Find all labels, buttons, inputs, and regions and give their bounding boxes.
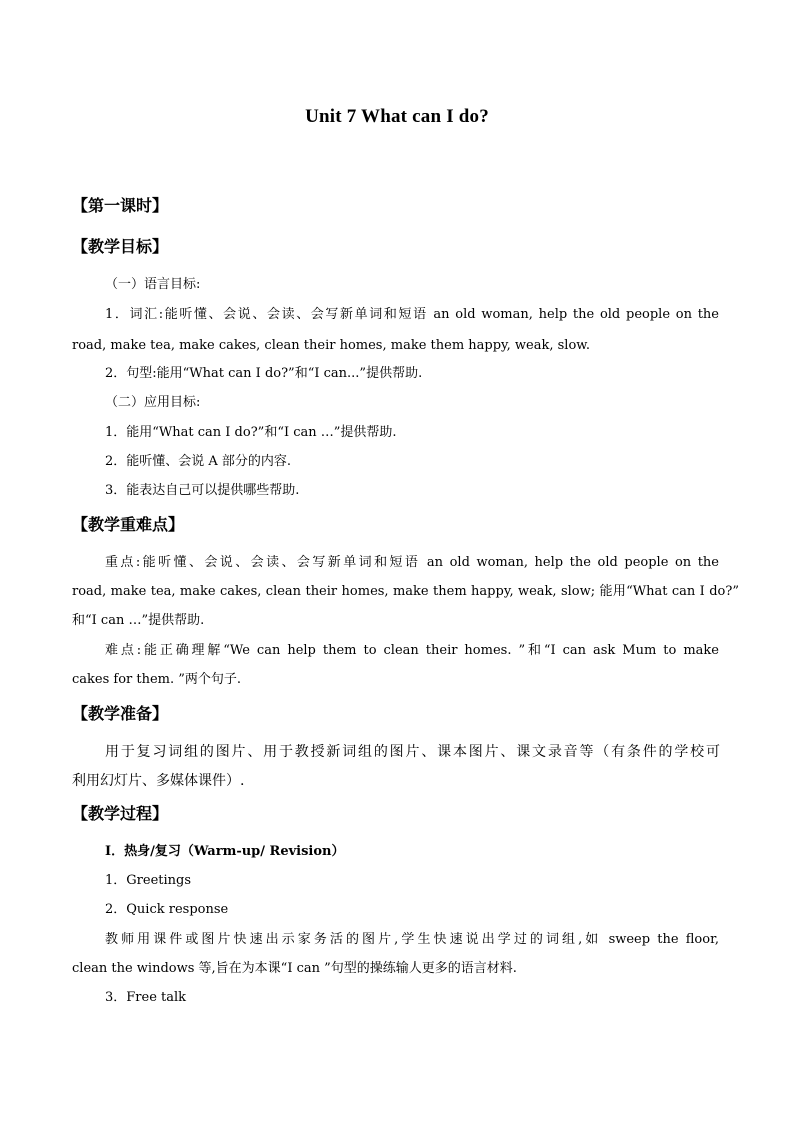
preparation-line-2: 利用幻灯片、多媒体课件）. <box>72 773 245 789</box>
difficulty-line-2: cakes for them. ”两个句子. <box>72 672 242 687</box>
key-point-line-2: road, make tea, make cakes, clean their homes, make them happy, weak, slow; 能用“What can I do?” <box>72 584 739 599</box>
process-item-greetings: 1．Greetings <box>105 873 192 888</box>
heading-lesson: 【第一课时】 <box>72 196 169 215</box>
heading-key-points: 【教学重难点】 <box>72 515 185 534</box>
preparation-line-1: 用于复习词组的图片、用于教授新词组的图片、课本图片、课文录音等（有条件的学校可 <box>105 744 720 760</box>
application-item-1: 1．能用“What can I do?”和“I can …”提供帮助. <box>105 425 397 440</box>
objective-item-1-line-1: 1．词汇:能听懂、会说、会读、会写新单词和短语 an old woman, help the old people on the <box>105 307 719 322</box>
objective-item-1-line-2: road, make tea, make cakes, clean their homes, make them happy, weak, slow. <box>72 338 591 353</box>
difficulty-line-1: 难点:能正确理解“We can help them to clean their homes. ”和“I can ask Mum to make <box>105 643 719 658</box>
application-objectives-heading: （二）应用目标: <box>105 395 201 410</box>
heading-objectives: 【教学目标】 <box>72 237 169 256</box>
heading-preparation: 【教学准备】 <box>72 704 169 723</box>
quick-response-desc-line-2: clean the windows 等,旨在为本课“I can ”句型的操练输人更多的语言材料. <box>72 961 517 976</box>
key-point-line-1: 重点:能听懂、会说、会读、会写新单词和短语 an old woman, help the old people on the <box>105 555 719 570</box>
process-step-1-heading: I．热身/复习（Warm-up/ Revision） <box>105 844 345 859</box>
application-item-2: 2．能听懂、会说 A 部分的内容. <box>105 454 292 469</box>
quick-response-desc-line-1: 教师用课件或图片快速出示家务活的图片,学生快速说出学过的词组,如 sweep the floor, <box>105 932 719 947</box>
language-objectives-heading: （一）语言目标: <box>105 277 201 292</box>
key-point-line-3: 和“I can …”提供帮助. <box>72 613 205 628</box>
document-title: Unit 7 What can I do? <box>305 106 489 127</box>
application-item-3: 3．能表达自己可以提供哪些帮助. <box>105 483 300 498</box>
process-item-free-talk: 3．Free talk <box>105 990 187 1005</box>
heading-process: 【教学过程】 <box>72 804 169 823</box>
process-item-quick-response: 2．Quick response <box>105 902 229 917</box>
objective-item-2: 2．句型:能用“What can I do?”和“I can...”提供帮助. <box>105 366 423 381</box>
